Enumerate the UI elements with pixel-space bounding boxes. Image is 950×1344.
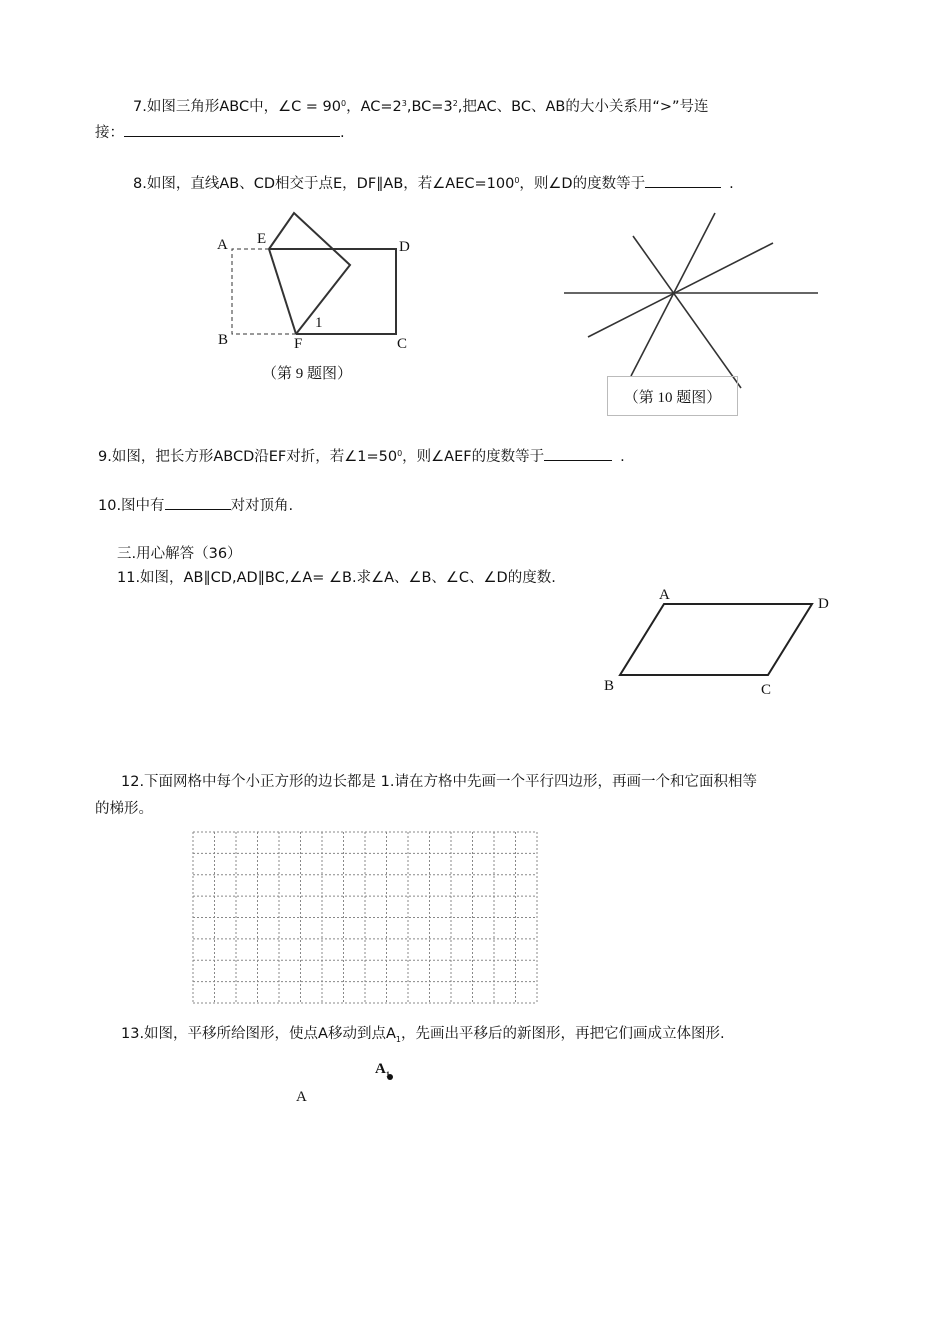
q7-text-a: 7.如图三角形ABC中，∠C = 90 <box>133 99 342 115</box>
fig10-caption-box <box>607 376 738 416</box>
point-a1-subscript: 1 <box>385 1070 390 1079</box>
q12-line1: 12.下面网格中每个小正方形的边长都是 1.请在方格中先画一个平行四边形，再画一个和它面积相等 <box>121 774 757 790</box>
q11-label-d: D <box>818 596 829 612</box>
q13-text <box>121 1024 725 1050</box>
q9-text-end: . <box>620 449 625 465</box>
fig9-caption: （第 9 题图） <box>262 366 353 382</box>
superscript: 2 <box>452 99 458 108</box>
q10-text-b: 对对顶角. <box>230 498 294 514</box>
q7-text-d: ,把AC、BC、AB的大小关系用“>”号连 <box>457 99 709 115</box>
fig9-folded-flap <box>269 213 350 334</box>
q7-line2-text: 接： <box>95 125 124 141</box>
q13-text-a: 13.如图，平移所给图形，使点A移动到点A <box>121 1026 396 1042</box>
q7-line2-end: . <box>340 125 345 141</box>
q12-grid <box>193 832 537 1003</box>
fig9-label-d: D <box>399 239 410 255</box>
fig9-solid-rect <box>269 249 396 334</box>
superscript: 3 <box>401 99 407 108</box>
fig10-diagram <box>564 213 818 388</box>
q9-text <box>98 444 625 467</box>
fig10-caption: （第 10 题图） <box>623 389 722 406</box>
answer-blank[interactable] <box>544 445 612 461</box>
q13-text-b: ，先画出平移后的新图形，再把它们画成立体图形. <box>401 1026 725 1042</box>
fig10-line-3 <box>588 243 773 337</box>
degree-mark: 0 <box>514 176 520 185</box>
q12-line2: 的梯形。 <box>95 801 153 817</box>
degree-mark: 0 <box>397 449 403 458</box>
q9-text-a: 9.如图，把长方形ABCD沿EF对折，若∠1=50 <box>98 449 398 465</box>
q11-label-b: B <box>604 678 615 694</box>
fig9-label-e: E <box>257 231 267 247</box>
fig9-dashed-rect <box>232 249 296 334</box>
q8-text-b: ，则∠D的度数等于 <box>519 176 646 192</box>
q11-parallelogram <box>620 604 812 675</box>
fig9-fold-line-ef <box>269 249 296 334</box>
q7-text-b: ，AC=2 <box>346 99 402 115</box>
q11-label-a: A <box>659 587 670 603</box>
fig9-label-f: F <box>294 336 303 352</box>
q11-text: 11.如图，AB∥CD,AD∥BC,∠A= ∠B.求∠A、∠B、∠C、∠D的度数. <box>117 570 556 586</box>
degree-mark: 0 <box>341 99 347 108</box>
subscript: 1 <box>395 1035 401 1044</box>
point-a-label: A <box>296 1089 307 1105</box>
q11-label-c: C <box>761 682 772 698</box>
fig10-line-1 <box>633 236 741 388</box>
fig9-label-a: A <box>217 237 228 253</box>
q10-text-a: 10.图中有 <box>98 498 165 514</box>
q8-text-end: . <box>729 176 734 192</box>
fig9-angle-label: 1 <box>315 315 323 331</box>
answer-blank[interactable] <box>165 494 231 510</box>
q9-text-b: ，则∠AEF的度数等于 <box>402 449 545 465</box>
fig9-label-c: C <box>397 336 408 352</box>
fig9-label-b: B <box>218 332 229 348</box>
q10-text <box>98 494 293 516</box>
point-a1-letter: A <box>375 1061 386 1077</box>
point-a1-label <box>375 1061 390 1083</box>
q8-text-a: 8.如图，直线AB、CD相交于点E，DF∥AB，若∠AEC=100 <box>133 176 515 192</box>
q7-text-c: ,BC=3 <box>406 99 453 115</box>
section-title: 三.用心解答（36） <box>117 546 242 562</box>
